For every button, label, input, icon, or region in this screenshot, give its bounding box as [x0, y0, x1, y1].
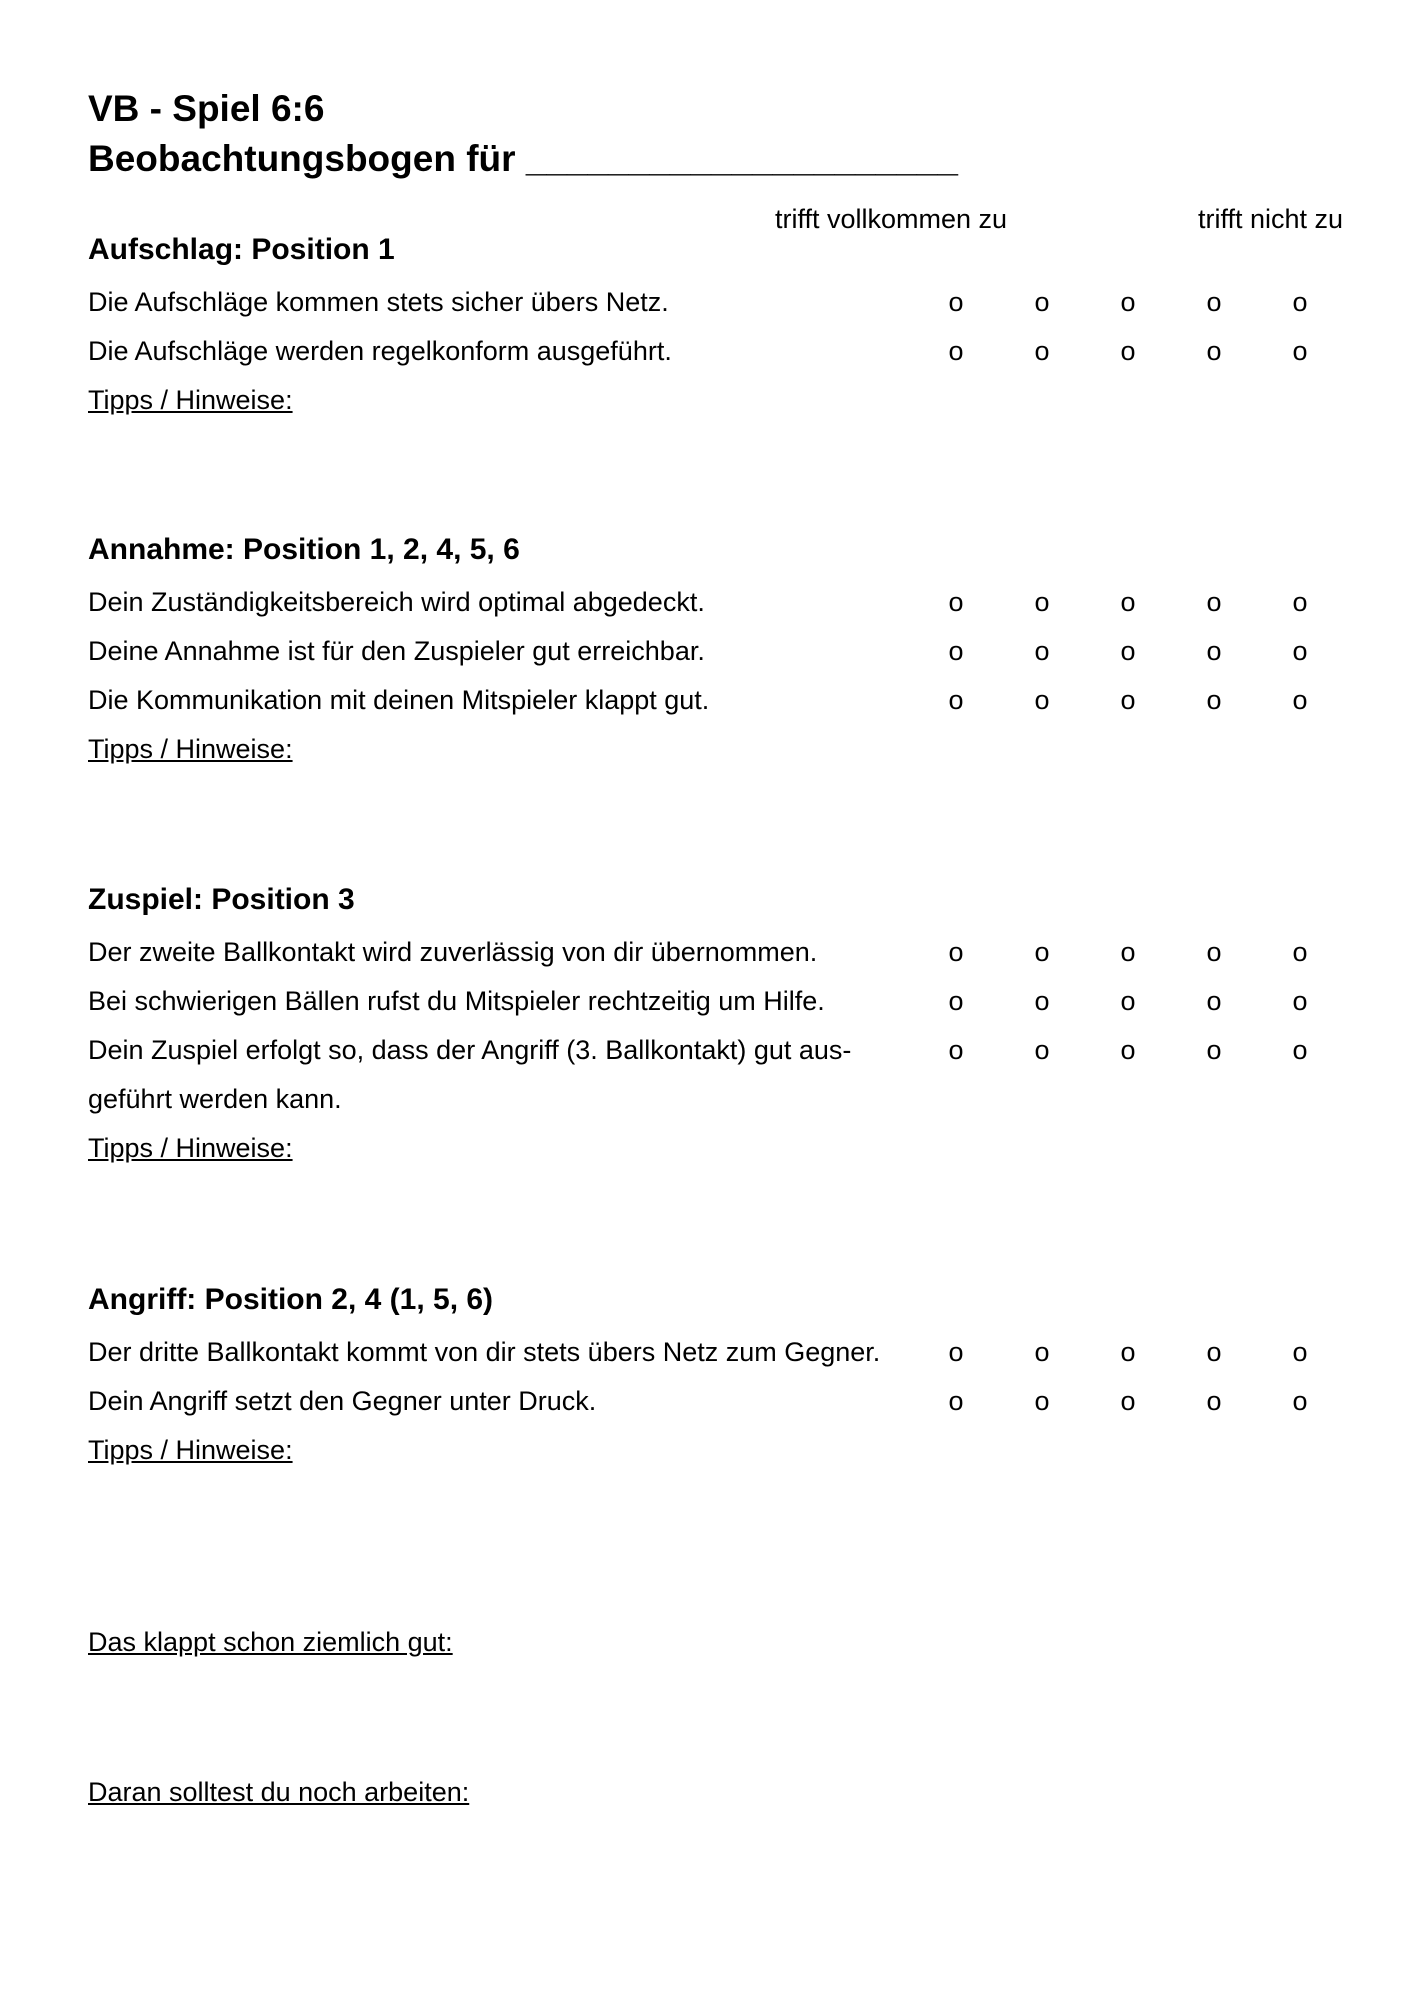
- rating-option-2[interactable]: o: [1034, 287, 1050, 317]
- section-annahme: [88, 528, 1348, 878]
- rating-option-2[interactable]: o: [1034, 1035, 1050, 1065]
- item-text: Der zweite Ballkontakt wird zuverlässig von dir übernommen.: [88, 937, 818, 967]
- rating-option-1[interactable]: o: [948, 287, 964, 317]
- tips-label: Tipps / Hinweise:: [88, 734, 293, 764]
- rating-option-2[interactable]: o: [1034, 336, 1050, 366]
- rating-option-5[interactable]: o: [1292, 1035, 1308, 1065]
- rating-option-1[interactable]: o: [948, 937, 964, 967]
- rating-option-2[interactable]: o: [1034, 685, 1050, 715]
- rating-option-5[interactable]: o: [1292, 336, 1308, 366]
- scale-label-disagree: trifft nicht zu: [1198, 204, 1344, 234]
- rating-option-5[interactable]: o: [1292, 685, 1308, 715]
- section-zuspiel: [88, 878, 1348, 1278]
- rating-option-5[interactable]: o: [1292, 1386, 1308, 1416]
- rating-option-2[interactable]: o: [1034, 937, 1050, 967]
- rating-option-3[interactable]: o: [1120, 1035, 1136, 1065]
- rating-option-1[interactable]: o: [948, 1035, 964, 1065]
- item-text: Die Aufschläge kommen stets sicher übers Netz.: [88, 287, 669, 317]
- rating-option-3[interactable]: o: [1120, 587, 1136, 617]
- rating-option-1[interactable]: o: [948, 685, 964, 715]
- rating-item: [88, 676, 1348, 725]
- observation-sheet: [88, 84, 1348, 1918]
- tips-label: Tipps / Hinweise:: [88, 1133, 293, 1163]
- rating-option-3[interactable]: o: [1120, 287, 1136, 317]
- rating-option-4[interactable]: o: [1206, 1035, 1222, 1065]
- rating-option-1[interactable]: o: [948, 986, 964, 1016]
- item-text: Dein Angriff setzt den Gegner unter Druck.: [88, 1386, 597, 1416]
- rating-option-1[interactable]: o: [948, 1337, 964, 1367]
- rating-option-5[interactable]: o: [1292, 937, 1308, 967]
- summary-improve-label: Daran solltest du noch arbeiten:: [88, 1777, 470, 1807]
- rating-option-2[interactable]: o: [1034, 636, 1050, 666]
- rating-option-5[interactable]: o: [1292, 1337, 1308, 1367]
- summary-section: [88, 1618, 1348, 1918]
- rating-option-4[interactable]: o: [1206, 685, 1222, 715]
- rating-option-4[interactable]: o: [1206, 587, 1222, 617]
- scale-label-agree: trifft vollkommen zu: [775, 204, 1008, 234]
- rating-item: [88, 278, 1348, 327]
- rating-option-3[interactable]: o: [1120, 986, 1136, 1016]
- rating-option-5[interactable]: o: [1292, 986, 1308, 1016]
- rating-item: [88, 578, 1348, 627]
- section-heading: Zuspiel: Position 3: [88, 883, 355, 916]
- rating-option-3[interactable]: o: [1120, 1386, 1136, 1416]
- tips-label: Tipps / Hinweise:: [88, 1435, 293, 1465]
- item-text: Dein Zuständigkeitsbereich wird optimal abgedeckt.: [88, 587, 705, 617]
- rating-option-1[interactable]: o: [948, 587, 964, 617]
- section-aufschlag: [88, 228, 1348, 528]
- item-text: Deine Annahme ist für den Zuspieler gut erreichbar.: [88, 636, 705, 666]
- rating-option-5[interactable]: o: [1292, 636, 1308, 666]
- rating-option-1[interactable]: o: [948, 1386, 964, 1416]
- rating-option-5[interactable]: o: [1292, 587, 1308, 617]
- item-text: Die Aufschläge werden regelkonform ausgeführt.: [88, 336, 672, 366]
- rating-option-3[interactable]: o: [1120, 336, 1136, 366]
- rating-option-5[interactable]: o: [1292, 287, 1308, 317]
- section-heading: Annahme: Position 1, 2, 4, 5, 6: [88, 533, 520, 566]
- rating-option-4[interactable]: o: [1206, 937, 1222, 967]
- summary-good-label: Das klappt schon ziemlich gut:: [88, 1627, 453, 1657]
- rating-item: [88, 1026, 1348, 1124]
- tips-label: Tipps / Hinweise:: [88, 385, 293, 415]
- rating-item: [88, 1377, 1348, 1426]
- rating-option-1[interactable]: o: [948, 336, 964, 366]
- rating-option-2[interactable]: o: [1034, 1337, 1050, 1367]
- rating-option-3[interactable]: o: [1120, 1337, 1136, 1367]
- rating-option-4[interactable]: o: [1206, 636, 1222, 666]
- rating-option-2[interactable]: o: [1034, 1386, 1050, 1416]
- item-text: Die Kommunikation mit deinen Mitspieler klappt gut.: [88, 685, 710, 715]
- rating-option-4[interactable]: o: [1206, 1386, 1222, 1416]
- rating-option-2[interactable]: o: [1034, 587, 1050, 617]
- item-text: Bei schwierigen Bällen rufst du Mitspieler rechtzeitig um Hilfe.: [88, 986, 825, 1016]
- rating-option-3[interactable]: o: [1120, 636, 1136, 666]
- rating-item: [88, 327, 1348, 376]
- rating-option-3[interactable]: o: [1120, 937, 1136, 967]
- item-text: Dein Zuspiel erfolgt so, dass der Angriff (3. Ballkontakt) gut aus-geführt werden kann.: [88, 1035, 852, 1114]
- rating-option-4[interactable]: o: [1206, 1337, 1222, 1367]
- rating-scale-header: [88, 204, 1348, 248]
- title-line-2: Beobachtungsbogen für _____________________: [88, 138, 958, 179]
- rating-item: [88, 928, 1348, 977]
- rating-option-3[interactable]: o: [1120, 685, 1136, 715]
- rating-option-4[interactable]: o: [1206, 986, 1222, 1016]
- section-angriff: [88, 1278, 1348, 1618]
- document-title: [88, 84, 1348, 184]
- rating-item: [88, 977, 1348, 1026]
- section-heading: Angriff: Position 2, 4 (1, 5, 6): [88, 1283, 494, 1316]
- rating-option-2[interactable]: o: [1034, 986, 1050, 1016]
- section-heading: Aufschlag: Position 1: [88, 233, 395, 266]
- rating-option-4[interactable]: o: [1206, 336, 1222, 366]
- rating-option-1[interactable]: o: [948, 636, 964, 666]
- title-line-1: VB - Spiel 6:6: [88, 88, 325, 129]
- rating-item: [88, 627, 1348, 676]
- rating-option-4[interactable]: o: [1206, 287, 1222, 317]
- item-text: Der dritte Ballkontakt kommt von dir stets übers Netz zum Gegner.: [88, 1337, 881, 1367]
- rating-item: [88, 1328, 1348, 1377]
